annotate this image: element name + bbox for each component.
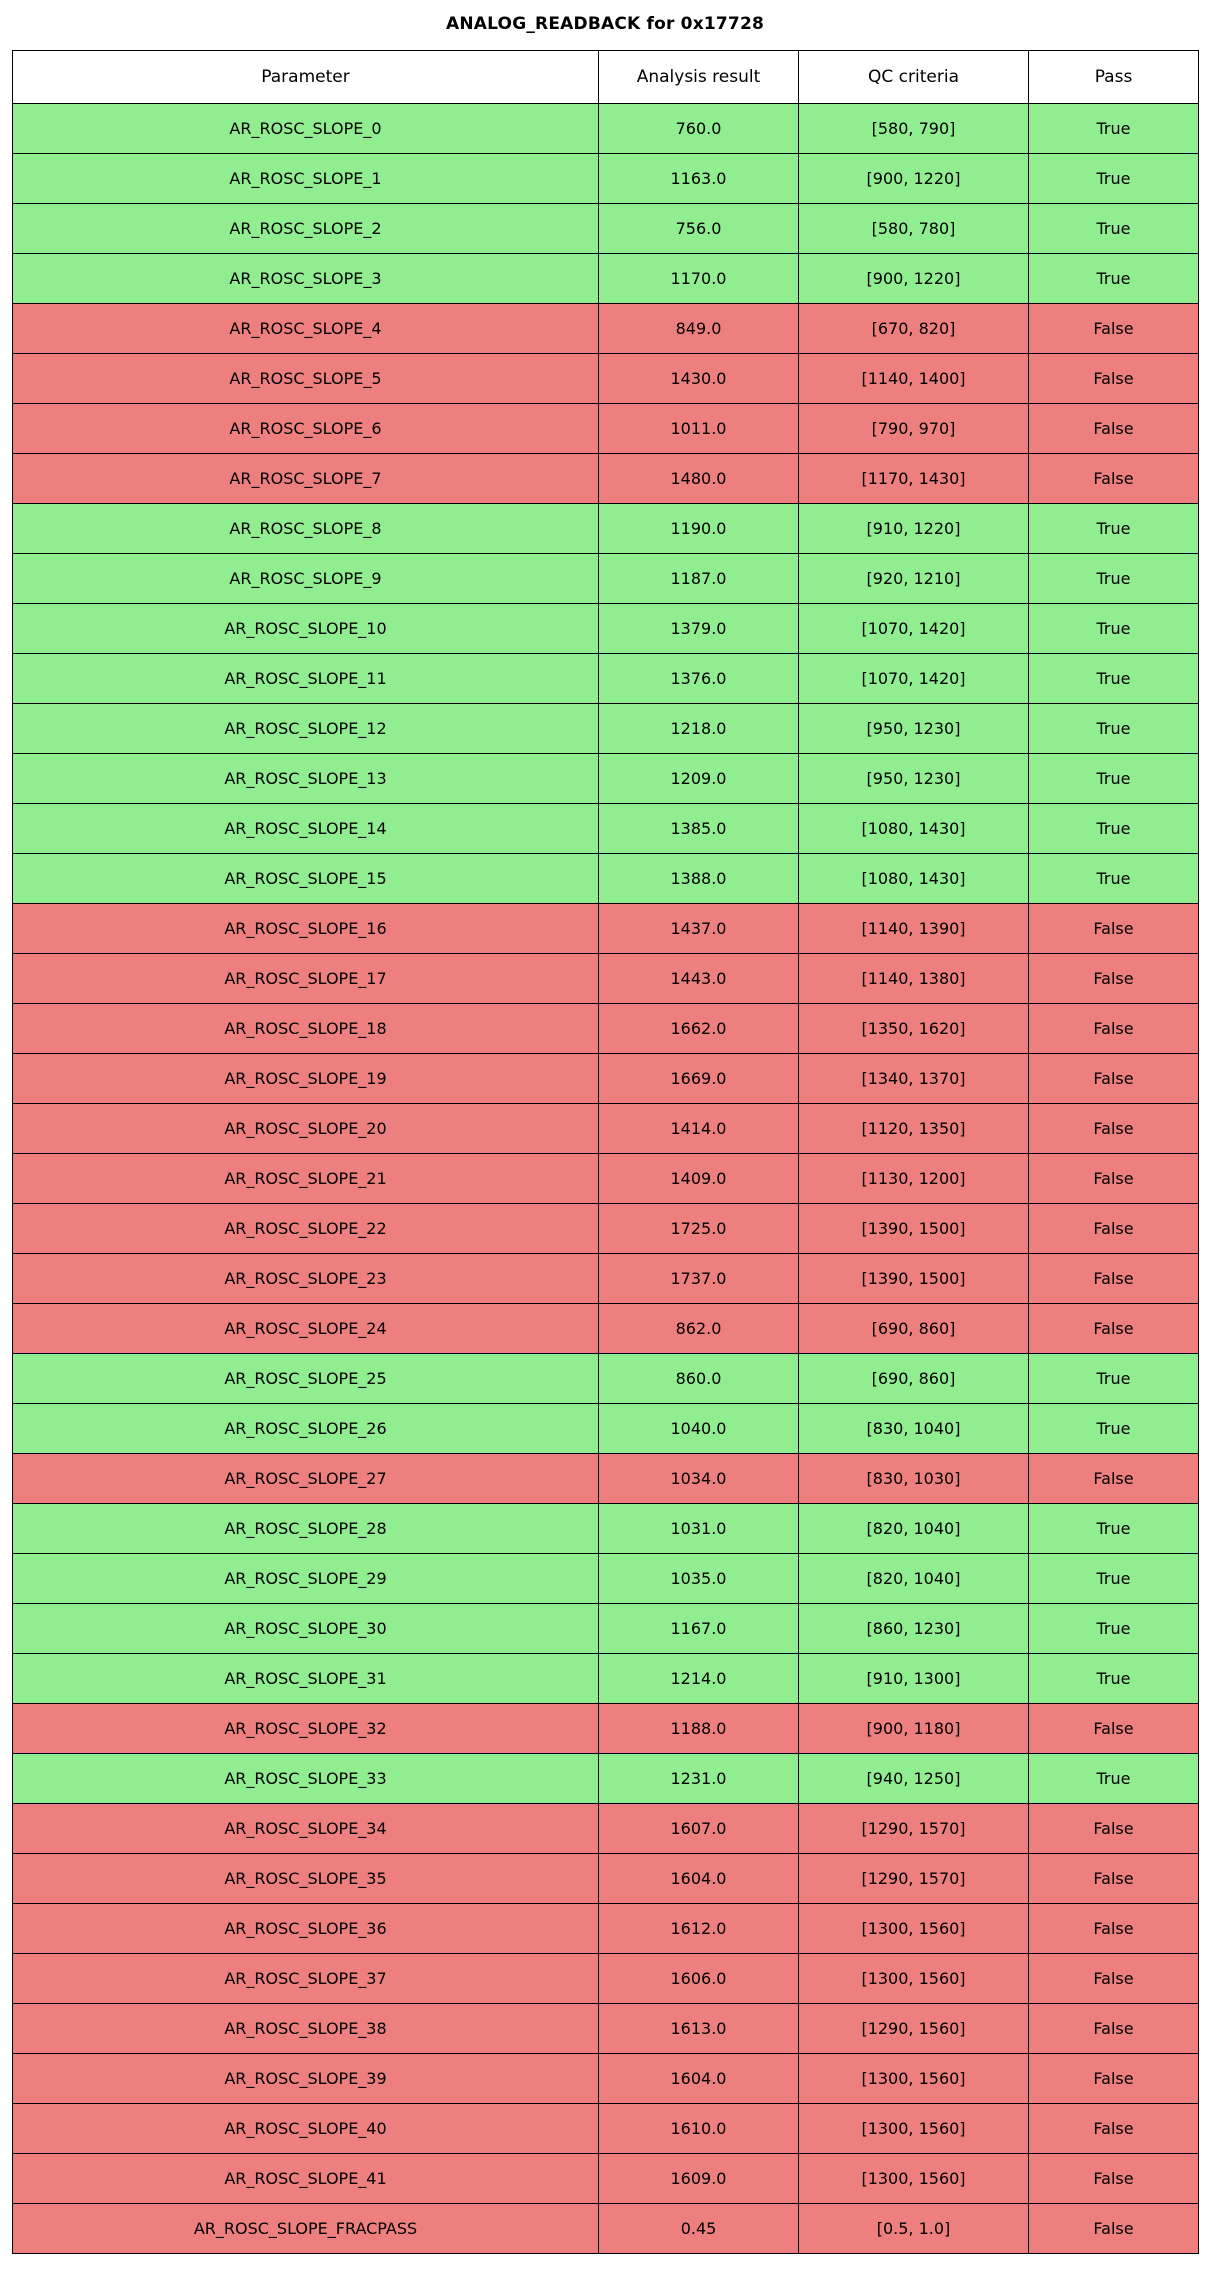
cell-qc-criteria: [1070, 1420] [799,654,1029,704]
cell-pass: True [1029,1654,1199,1704]
cell-pass: True [1029,1354,1199,1404]
cell-analysis-result: 1414.0 [599,1104,799,1154]
table-row [13,2004,1199,2054]
cell-qc-criteria: [1140, 1390] [799,904,1029,954]
cell-parameter: AR_ROSC_SLOPE_41 [13,2154,599,2204]
cell-analysis-result: 1163.0 [599,154,799,204]
table-row [13,1054,1199,1104]
cell-pass: False [1029,2154,1199,2204]
table-row [13,304,1199,354]
cell-analysis-result: 0.45 [599,2204,799,2254]
cell-pass: True [1029,604,1199,654]
cell-pass: False [1029,1954,1199,2004]
table-row [13,854,1199,904]
table-body [13,104,1199,2254]
cell-parameter: AR_ROSC_SLOPE_8 [13,504,599,554]
cell-parameter: AR_ROSC_SLOPE_FRACPASS [13,2204,599,2254]
cell-parameter: AR_ROSC_SLOPE_17 [13,954,599,1004]
cell-pass: False [1029,1254,1199,1304]
cell-parameter: AR_ROSC_SLOPE_11 [13,654,599,704]
table-row [13,1504,1199,1554]
cell-pass: False [1029,2204,1199,2254]
cell-parameter: AR_ROSC_SLOPE_2 [13,204,599,254]
table-row [13,654,1199,704]
cell-pass: False [1029,304,1199,354]
cell-parameter: AR_ROSC_SLOPE_22 [13,1204,599,1254]
cell-analysis-result: 1040.0 [599,1404,799,1454]
cell-qc-criteria: [670, 820] [799,304,1029,354]
table-header-row [13,51,1199,104]
table-row [13,1254,1199,1304]
cell-analysis-result: 1187.0 [599,554,799,604]
cell-qc-criteria: [1300, 1560] [799,2104,1029,2154]
cell-pass: False [1029,1854,1199,1904]
table-row [13,204,1199,254]
cell-pass: True [1029,204,1199,254]
cell-analysis-result: 1613.0 [599,2004,799,2054]
cell-analysis-result: 849.0 [599,304,799,354]
cell-qc-criteria: [950, 1230] [799,704,1029,754]
cell-parameter: AR_ROSC_SLOPE_9 [13,554,599,604]
table-row [13,104,1199,154]
cell-parameter: AR_ROSC_SLOPE_32 [13,1704,599,1754]
cell-pass: False [1029,2104,1199,2154]
cell-analysis-result: 1480.0 [599,454,799,504]
cell-pass: False [1029,2004,1199,2054]
cell-parameter: AR_ROSC_SLOPE_21 [13,1154,599,1204]
cell-analysis-result: 1218.0 [599,704,799,754]
cell-analysis-result: 1011.0 [599,404,799,454]
cell-pass: True [1029,1554,1199,1604]
cell-analysis-result: 756.0 [599,204,799,254]
cell-analysis-result: 1725.0 [599,1204,799,1254]
qc-results-table [12,50,1199,2254]
cell-analysis-result: 1170.0 [599,254,799,304]
cell-analysis-result: 1430.0 [599,354,799,404]
cell-pass: False [1029,404,1199,454]
table-row [13,1004,1199,1054]
table-row [13,404,1199,454]
cell-parameter: AR_ROSC_SLOPE_24 [13,1304,599,1354]
cell-pass: False [1029,1804,1199,1854]
table-row [13,754,1199,804]
cell-qc-criteria: [1170, 1430] [799,454,1029,504]
cell-parameter: AR_ROSC_SLOPE_30 [13,1604,599,1654]
cell-parameter: AR_ROSC_SLOPE_37 [13,1954,599,2004]
table-header [13,51,1199,104]
table-row [13,1604,1199,1654]
cell-pass: True [1029,1404,1199,1454]
cell-pass: True [1029,254,1199,304]
cell-pass: False [1029,1304,1199,1354]
cell-pass: False [1029,1104,1199,1154]
table-container [0,50,1210,2266]
cell-pass: False [1029,954,1199,1004]
cell-parameter: AR_ROSC_SLOPE_19 [13,1054,599,1104]
cell-analysis-result: 860.0 [599,1354,799,1404]
cell-pass: True [1029,654,1199,704]
cell-analysis-result: 1388.0 [599,854,799,904]
table-row [13,904,1199,954]
table-row [13,1904,1199,1954]
cell-qc-criteria: [950, 1230] [799,754,1029,804]
cell-parameter: AR_ROSC_SLOPE_34 [13,1804,599,1854]
cell-qc-criteria: [1300, 1560] [799,2054,1029,2104]
table-row [13,2104,1199,2154]
cell-pass: False [1029,2054,1199,2104]
cell-pass: True [1029,1504,1199,1554]
cell-parameter: AR_ROSC_SLOPE_31 [13,1654,599,1704]
cell-qc-criteria: [1390, 1500] [799,1204,1029,1254]
cell-qc-criteria: [830, 1040] [799,1404,1029,1454]
cell-pass: False [1029,1704,1199,1754]
cell-analysis-result: 1214.0 [599,1654,799,1704]
cell-pass: True [1029,104,1199,154]
cell-analysis-result: 1609.0 [599,2154,799,2204]
cell-analysis-result: 1034.0 [599,1454,799,1504]
table-row [13,1804,1199,1854]
cell-analysis-result: 1612.0 [599,1904,799,1954]
table-row [13,2204,1199,2254]
cell-qc-criteria: [1350, 1620] [799,1004,1029,1054]
cell-qc-criteria: [900, 1180] [799,1704,1029,1754]
cell-parameter: AR_ROSC_SLOPE_28 [13,1504,599,1554]
cell-qc-criteria: [1300, 1560] [799,1954,1029,2004]
cell-pass: True [1029,154,1199,204]
cell-analysis-result: 1409.0 [599,1154,799,1204]
cell-parameter: AR_ROSC_SLOPE_14 [13,804,599,854]
cell-parameter: AR_ROSC_SLOPE_7 [13,454,599,504]
cell-analysis-result: 1190.0 [599,504,799,554]
cell-qc-criteria: [1300, 1560] [799,1904,1029,1954]
cell-parameter: AR_ROSC_SLOPE_35 [13,1854,599,1904]
table-row [13,1704,1199,1754]
cell-qc-criteria: [910, 1220] [799,504,1029,554]
cell-qc-criteria: [820, 1040] [799,1554,1029,1604]
table-row [13,1554,1199,1604]
cell-pass: True [1029,854,1199,904]
table-row [13,1454,1199,1504]
cell-pass: False [1029,1154,1199,1204]
cell-analysis-result: 760.0 [599,104,799,154]
cell-parameter: AR_ROSC_SLOPE_4 [13,304,599,354]
cell-pass: False [1029,1054,1199,1104]
cell-parameter: AR_ROSC_SLOPE_1 [13,154,599,204]
table-row [13,1754,1199,1804]
cell-analysis-result: 1606.0 [599,1954,799,2004]
cell-pass: True [1029,504,1199,554]
table-row [13,954,1199,1004]
cell-qc-criteria: [580, 780] [799,204,1029,254]
table-row [13,1204,1199,1254]
cell-parameter: AR_ROSC_SLOPE_27 [13,1454,599,1504]
table-row [13,254,1199,304]
cell-qc-criteria: [1140, 1400] [799,354,1029,404]
table-row [13,354,1199,404]
cell-qc-criteria: [580, 790] [799,104,1029,154]
cell-parameter: AR_ROSC_SLOPE_10 [13,604,599,654]
cell-analysis-result: 1031.0 [599,1504,799,1554]
table-row [13,154,1199,204]
cell-analysis-result: 1607.0 [599,1804,799,1854]
cell-qc-criteria: [820, 1040] [799,1504,1029,1554]
cell-qc-criteria: [900, 1220] [799,154,1029,204]
table-row [13,2054,1199,2104]
page-title: ANALOG_READBACK for 0x17728 [445,14,765,34]
cell-analysis-result: 1231.0 [599,1754,799,1804]
cell-qc-criteria: [690, 860] [799,1354,1029,1404]
cell-qc-criteria: [1080, 1430] [799,804,1029,854]
cell-pass: False [1029,904,1199,954]
cell-qc-criteria: [1080, 1430] [799,854,1029,904]
cell-parameter: AR_ROSC_SLOPE_36 [13,1904,599,1954]
cell-analysis-result: 1604.0 [599,2054,799,2104]
cell-pass: True [1029,704,1199,754]
table-row [13,1954,1199,2004]
cell-qc-criteria: [940, 1250] [799,1754,1029,1804]
cell-qc-criteria: [1120, 1350] [799,1104,1029,1154]
table-row [13,1404,1199,1454]
cell-analysis-result: 1669.0 [599,1054,799,1104]
table-row [13,1854,1199,1904]
cell-parameter: AR_ROSC_SLOPE_33 [13,1754,599,1804]
cell-analysis-result: 1188.0 [599,1704,799,1754]
cell-pass: False [1029,1004,1199,1054]
table-row [13,704,1199,754]
table-row [13,604,1199,654]
cell-parameter: AR_ROSC_SLOPE_20 [13,1104,599,1154]
cell-parameter: AR_ROSC_SLOPE_6 [13,404,599,454]
cell-qc-criteria: [920, 1210] [799,554,1029,604]
cell-pass: True [1029,554,1199,604]
table-row [13,504,1199,554]
cell-pass: True [1029,1754,1199,1804]
cell-pass: False [1029,454,1199,504]
table-row [13,1654,1199,1704]
cell-analysis-result: 1167.0 [599,1604,799,1654]
cell-pass: False [1029,1454,1199,1504]
cell-pass: True [1029,754,1199,804]
cell-parameter: AR_ROSC_SLOPE_40 [13,2104,599,2154]
cell-parameter: AR_ROSC_SLOPE_38 [13,2004,599,2054]
cell-analysis-result: 1604.0 [599,1854,799,1904]
cell-analysis-result: 1379.0 [599,604,799,654]
cell-qc-criteria: [1290, 1570] [799,1804,1029,1854]
cell-analysis-result: 1035.0 [599,1554,799,1604]
cell-parameter: AR_ROSC_SLOPE_0 [13,104,599,154]
cell-qc-criteria: [1070, 1420] [799,604,1029,654]
cell-pass: False [1029,1204,1199,1254]
cell-pass: False [1029,354,1199,404]
cell-qc-criteria: [1140, 1380] [799,954,1029,1004]
cell-qc-criteria: [830, 1030] [799,1454,1029,1504]
cell-parameter: AR_ROSC_SLOPE_15 [13,854,599,904]
cell-qc-criteria: [1290, 1560] [799,2004,1029,2054]
table-row [13,1104,1199,1154]
cell-parameter: AR_ROSC_SLOPE_29 [13,1554,599,1604]
column-header-analysis-result: Analysis result [599,51,799,104]
cell-qc-criteria: [910, 1300] [799,1654,1029,1704]
cell-analysis-result: 1443.0 [599,954,799,1004]
cell-pass: True [1029,1604,1199,1654]
column-header-qc-criteria: QC criteria [799,51,1029,104]
cell-analysis-result: 1737.0 [599,1254,799,1304]
cell-parameter: AR_ROSC_SLOPE_26 [13,1404,599,1454]
cell-parameter: AR_ROSC_SLOPE_18 [13,1004,599,1054]
table-row [13,554,1199,604]
cell-parameter: AR_ROSC_SLOPE_13 [13,754,599,804]
cell-analysis-result: 1437.0 [599,904,799,954]
cell-parameter: AR_ROSC_SLOPE_3 [13,254,599,304]
table-row [13,1154,1199,1204]
cell-analysis-result: 1610.0 [599,2104,799,2154]
cell-parameter: AR_ROSC_SLOPE_39 [13,2054,599,2104]
cell-analysis-result: 1662.0 [599,1004,799,1054]
cell-analysis-result: 1209.0 [599,754,799,804]
cell-parameter: AR_ROSC_SLOPE_25 [13,1354,599,1404]
cell-pass: True [1029,804,1199,854]
table-row [13,454,1199,504]
cell-analysis-result: 1385.0 [599,804,799,854]
cell-qc-criteria: [690, 860] [799,1304,1029,1354]
cell-analysis-result: 862.0 [599,1304,799,1354]
cell-parameter: AR_ROSC_SLOPE_23 [13,1254,599,1304]
column-header-pass: Pass [1029,51,1199,104]
cell-qc-criteria: [790, 970] [799,404,1029,454]
table-row [13,804,1199,854]
cell-analysis-result: 1376.0 [599,654,799,704]
cell-parameter: AR_ROSC_SLOPE_16 [13,904,599,954]
cell-pass: False [1029,1904,1199,1954]
table-row [13,1354,1199,1404]
cell-qc-criteria: [860, 1230] [799,1604,1029,1654]
cell-qc-criteria: [0.5, 1.0] [799,2204,1029,2254]
cell-parameter: AR_ROSC_SLOPE_12 [13,704,599,754]
cell-parameter: AR_ROSC_SLOPE_5 [13,354,599,404]
cell-qc-criteria: [1300, 1560] [799,2154,1029,2204]
table-row [13,1304,1199,1354]
cell-qc-criteria: [1290, 1570] [799,1854,1029,1904]
cell-qc-criteria: [1340, 1370] [799,1054,1029,1104]
cell-qc-criteria: [900, 1220] [799,254,1029,304]
cell-qc-criteria: [1390, 1500] [799,1254,1029,1304]
table-row [13,2154,1199,2204]
cell-qc-criteria: [1130, 1200] [799,1154,1029,1204]
column-header-parameter: Parameter [13,51,599,104]
